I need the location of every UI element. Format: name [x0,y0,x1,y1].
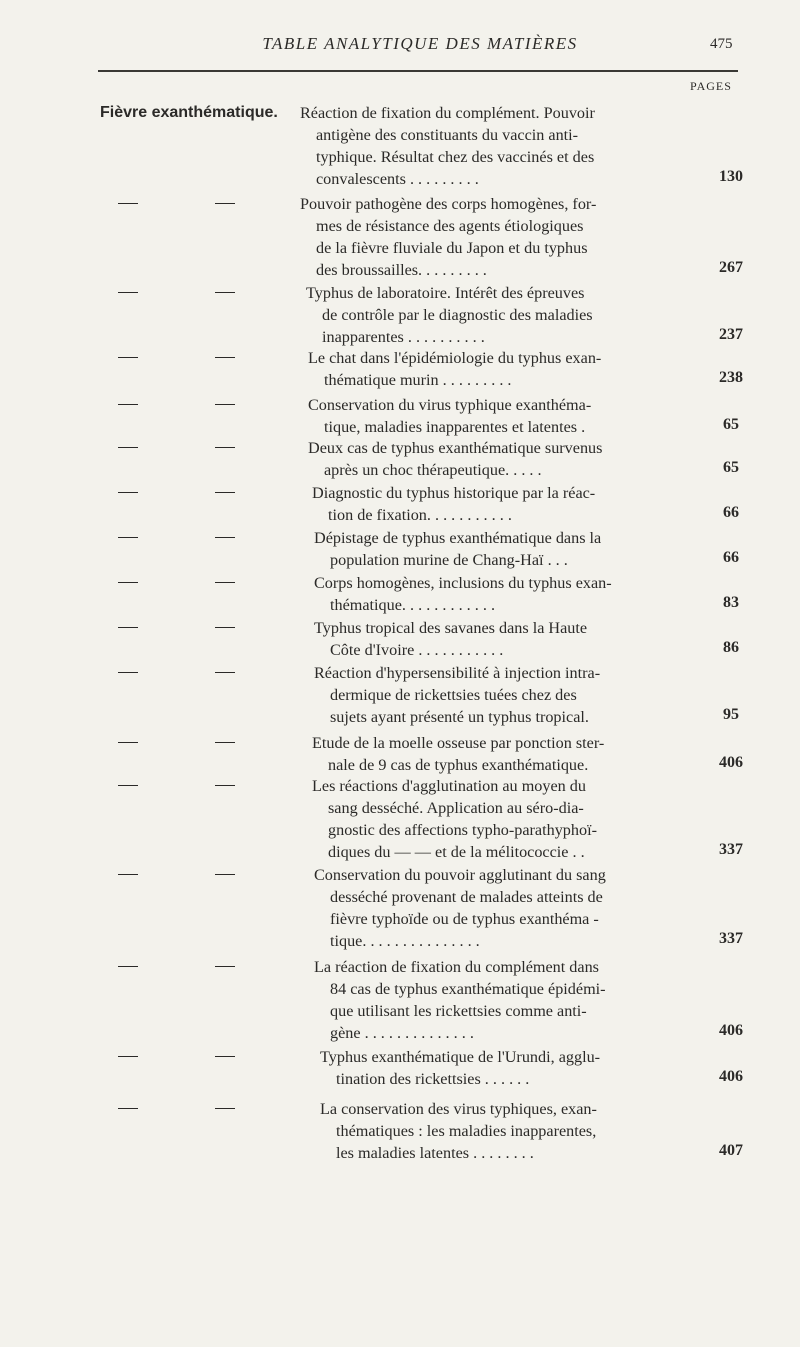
entry-line: desséché provenant de malades atteints de [330,888,603,906]
entry-line: Réaction de fixation du complément. Pouvoir [300,104,595,122]
entry-page-number: 66 [723,549,739,566]
entry-line: Dépistage de typhus exanthématique dans la [314,529,602,547]
entry-description [314,617,690,661]
entry-page-number: 337 [719,930,743,947]
ditto-dash [118,447,138,448]
entry-line: Côte d'Ivoire . . . . . . . . . . . [330,641,504,659]
entry-line: La conservation des virus typhiques, exan- [320,1100,597,1118]
entry-description [306,282,682,348]
entry-line: gène . . . . . . . . . . . . . . [330,1024,474,1042]
entry-page-number: 237 [719,326,743,343]
ditto-dash [215,492,235,493]
entry-line: tique. . . . . . . . . . . . . . . [330,932,480,950]
ditto-dash [215,785,235,786]
entry-description [312,482,688,526]
entry-page-number: 337 [719,841,743,858]
entry-line: sujets ayant présenté un typhus tropical. [330,708,589,726]
entry-line: population murine de Chang-Haï . . . [330,551,568,569]
entry-description [308,437,684,481]
entry-line: des broussailles. . . . . . . . . [316,261,487,279]
entry-line: Conservation du virus typhique exanthéma- [308,396,592,414]
ditto-dash [118,292,138,293]
entry-line: après un choc thérapeutique. . . . . [324,461,542,479]
entry-line: sang desséché. Application au séro-dia- [328,799,584,817]
entry-line: les maladies latentes . . . . . . . . [336,1144,534,1162]
entry-page-number: 66 [723,504,739,521]
ditto-dash [118,1056,138,1057]
entry-description [312,775,688,863]
entry-line: Réaction d'hypersensibilité à injection intra- [314,664,601,682]
entry-description [300,193,676,281]
ditto-dash [118,672,138,673]
ditto-dash [215,1108,235,1109]
entry-line: Etude de la moelle osseuse par ponction ster- [312,734,605,752]
entry-line: Typhus exanthématique de l'Urundi, agglu- [320,1048,601,1066]
entry-line: Corps homogènes, inclusions du typhus exan- [314,574,612,592]
entry-line: thématique. . . . . . . . . . . . [330,596,495,614]
entry-line: inapparentes . . . . . . . . . . [322,328,485,346]
entry-line: tination des rickettsies . . . . . . [336,1070,530,1088]
ditto-dash [118,627,138,628]
entry-page-number: 406 [719,1068,743,1085]
entry-line: Pouvoir pathogène des corps homogènes, for- [300,195,597,213]
ditto-dash [118,742,138,743]
ditto-dash [118,785,138,786]
entry-line: Le chat dans l'épidémiologie du typhus exan- [308,349,602,367]
entry-description [308,394,684,438]
ditto-dash [215,203,235,204]
entry-line: Typhus de laboratoire. Intérêt des épreuves [306,284,585,302]
ditto-dash [215,447,235,448]
ditto-dash [215,627,235,628]
pages-column-label: PAGES [690,79,732,93]
ditto-dash [215,357,235,358]
entry-page-number: 267 [719,259,743,276]
entry-line: 84 cas de typhus exanthématique épidémi- [330,980,606,998]
entry-page-number: 65 [723,459,739,476]
ditto-dash [215,874,235,875]
ditto-dash [118,404,138,405]
header-title: TABLE ANALYTIQUE DES MATIÈRES [262,34,578,53]
ditto-dash [215,1056,235,1057]
entry-line: fièvre typhoïde ou de typhus exanthéma - [330,910,599,928]
entry-line: Diagnostic du typhus historique par la réac- [312,484,596,502]
ditto-dash [118,966,138,967]
entry-page-number: 238 [719,369,743,386]
ditto-dash [118,1108,138,1109]
ditto-dash [215,742,235,743]
ditto-dash [215,537,235,538]
entry-line: Deux cas de typhus exanthématique survenus [308,439,603,457]
entry-line: diques du — — et de la mélitococcie . . [328,843,585,861]
entry-description [308,347,684,391]
entry-page-number: 86 [723,639,739,656]
entry-description [314,956,690,1044]
entry-description [314,527,690,571]
entry-line: antigène des constituants du vaccin anti- [316,126,579,144]
entry-line: La réaction de fixation du complément dans [314,958,599,976]
ditto-dash [118,537,138,538]
ditto-dash [215,582,235,583]
ditto-dash [215,292,235,293]
entry-line: Conservation du pouvoir agglutinant du sang [314,866,606,884]
entry-line: thématique murin . . . . . . . . . [324,371,512,389]
entry-page-number: 65 [723,416,739,433]
entry-description [314,864,690,952]
entry-page-number: 406 [719,1022,743,1039]
entry-description [314,662,690,728]
entry-line: tique, maladies inapparentes et latentes . [324,418,586,436]
entry-line: gnostic des affections typho-parathyphoï- [328,821,597,839]
ditto-dash [118,582,138,583]
entry-line: que utilisant les rickettsies comme anti- [330,1002,587,1020]
entry-line: convalescents . . . . . . . . . [316,170,479,188]
entry-line: mes de résistance des agents étiologiques [316,217,584,235]
page-number: 475 [710,36,733,52]
ditto-dash [215,966,235,967]
ditto-dash [215,404,235,405]
entry-line: de contrôle par le diagnostic des maladies [322,306,593,324]
entry-line: Typhus tropical des savanes dans la Haute [314,619,588,637]
entry-line: typhique. Résultat chez des vaccinés et des [316,148,595,166]
entry-description [312,732,688,776]
entry-page-number: 407 [719,1142,743,1159]
entry-description [300,102,676,190]
entry-line: thématiques : les maladies inapparentes, [336,1122,597,1140]
entry-page-number: 406 [719,754,743,771]
ditto-dash [118,492,138,493]
ditto-dash [118,203,138,204]
ditto-dash [118,874,138,875]
ditto-dash [118,357,138,358]
entry-description [314,572,690,616]
entry-page-number: 95 [723,706,739,723]
entry-line: de la fièvre fluviale du Japon et du typhus [316,239,588,257]
entry-line: nale de 9 cas de typhus exanthématique. [328,756,589,774]
entry-line: Les réactions d'agglutination au moyen du [312,777,586,795]
entry-line: tion de fixation. . . . . . . . . . . [328,506,512,524]
entry-subject: Fièvre exanthématique. [100,104,278,121]
entry-page-number: 130 [719,168,743,185]
ditto-dash [215,672,235,673]
entry-line: dermique de rickettsies tuées chez des [330,686,577,704]
entry-page-number: 83 [723,594,739,611]
entry-description [320,1098,696,1164]
entry-description [320,1046,696,1090]
